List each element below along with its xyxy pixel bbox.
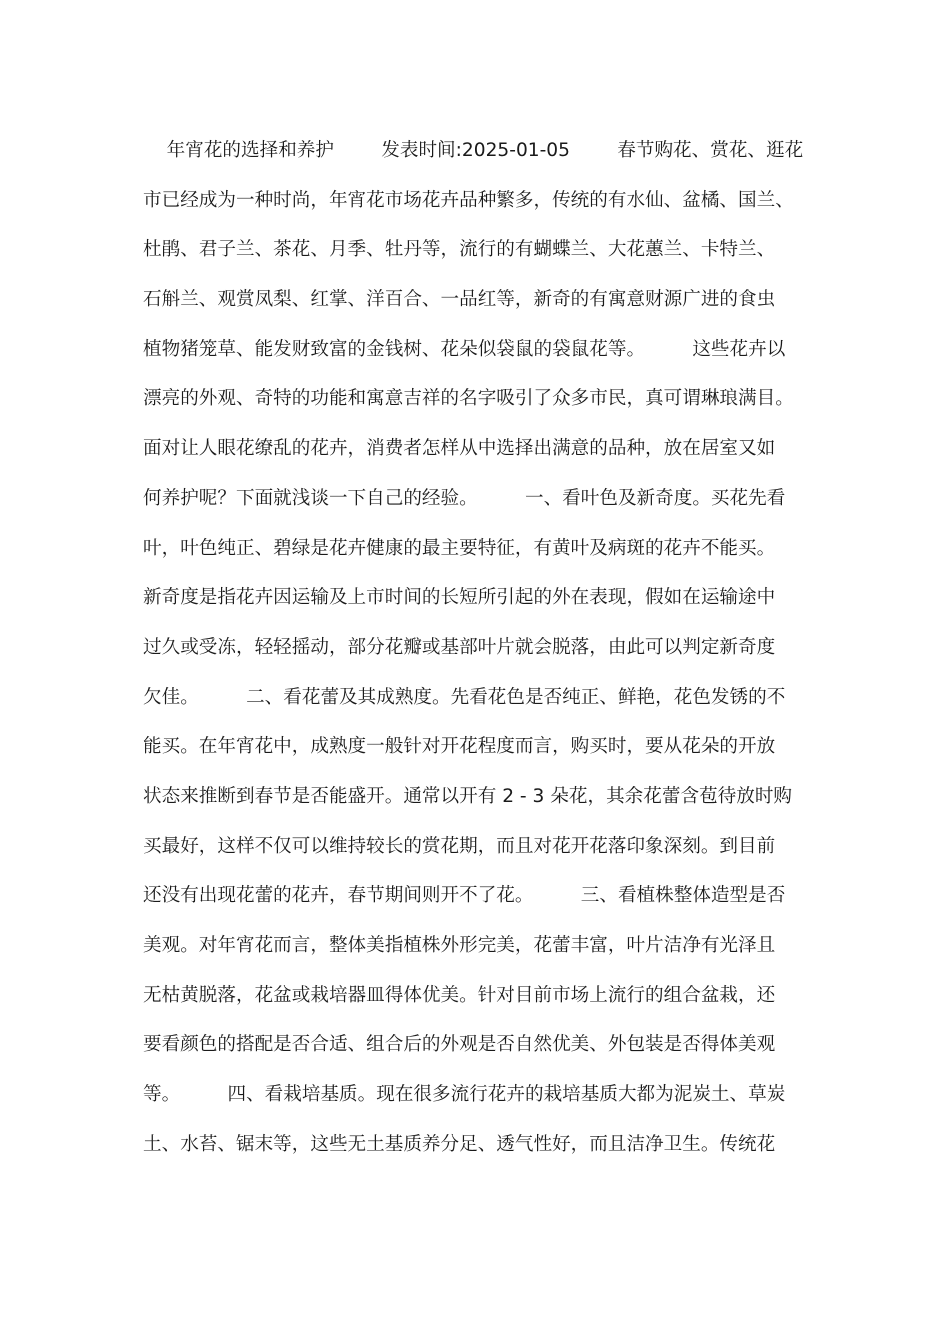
article-line: 还没有出现花蕾的花卉，春节期间则开不了花。 三、看植株整体造型是否	[143, 885, 786, 907]
article-line: 市已经成为一种时尚，年宵花市场花卉品种繁多，传统的有水仙、盆橘、国兰、	[143, 189, 794, 211]
article-line: 无枯黄脱落，花盆或栽培器皿得体优美。针对目前市场上流行的组合盆栽，还	[143, 984, 776, 1006]
article-line: 买最好，这样不仅可以维持较长的赏花期，而且对花开花落印象深刻。到目前	[143, 835, 776, 857]
article-line: 面对让人眼花缭乱的花卉，消费者怎样从中选择出满意的品种，放在居室又如	[143, 438, 776, 460]
article-line: 欠佳。 二、看花蕾及其成熟度。先看花色是否纯正、鲜艳，花色发锈的不	[143, 686, 786, 708]
article-line: 过久或受冻，轻轻摇动，部分花瓣或基部叶片就会脱落，由此可以判定新奇度	[143, 636, 776, 658]
article-body	[143, 126, 808, 1169]
article-line: 等。 四、看栽培基质。现在很多流行花卉的栽培基质大都为泥炭土、草炭	[143, 1084, 786, 1106]
article-line: 叶，叶色纯正、碧绿是花卉健康的最主要特征，有黄叶及病斑的花卉不能买。	[143, 537, 776, 559]
article-line: 土、水苔、锯末等，这些无土基质养分足、透气性好，而且洁净卫生。传统花	[143, 1133, 776, 1155]
article-line: 漂亮的外观、奇特的功能和寓意吉祥的名字吸引了众多市民，真可谓琳琅满目。	[143, 388, 794, 410]
article-line: 何养护呢？下面就浅谈一下自己的经验。 一、看叶色及新奇度。买花先看	[143, 487, 786, 509]
article-line: 植物猪笼草、能发财致富的金钱树、花朵似袋鼠的袋鼠花等。 这些花卉以	[143, 338, 786, 360]
article-line: 石斛兰、观赏凤梨、红掌、洋百合、一品红等，新奇的有寓意财源广进的食虫	[143, 289, 776, 311]
article-line: 美观。对年宵花而言，整体美指植株外形完美，花蕾丰富，叶片洁净有光泽且	[143, 935, 776, 956]
article-line: 能买。在年宵花中，成熟度一般针对开花程度而言，购买时，要从花朵的开放	[143, 736, 776, 758]
article-line: 新奇度是指花卉因运输及上市时间的长短所引起的外在表现，假如在运输途中	[143, 587, 776, 609]
article-line-title: 年宵花的选择和养护 发表时间:2025-01-05 春节购花、赏花、逛花	[143, 140, 804, 161]
article-line: 杜鹃、君子兰、茶花、月季、牡丹等，流行的有蝴蝶兰、大花蕙兰、卡特兰、	[143, 239, 776, 261]
article-line: 要看颜色的搭配是否合适、组合后的外观是否自然优美、外包装是否得体美观	[143, 1034, 776, 1056]
article-line: 状态来推断到春节是否能盛开。通常以开有 2 - 3 朵花，其余花蕾含苞待放时购	[143, 785, 793, 807]
